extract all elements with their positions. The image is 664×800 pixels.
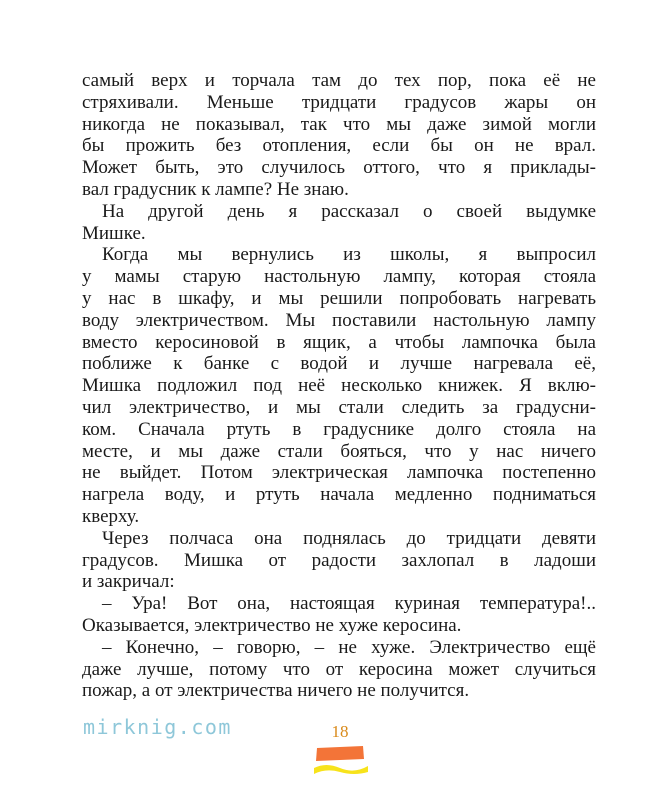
text-line: стряхивали. Меньше тридцати градусов жары он xyxy=(82,91,596,113)
paragraph-2 xyxy=(82,201,596,245)
text-line: – Конечно, – говорю, – не хуже. Электричество ещё xyxy=(102,636,596,658)
text-line: не выйдет. Потом электрическая лампочка постепенно xyxy=(82,462,596,484)
text-line: у мамы старую настольную лампу, которая стояла xyxy=(82,266,596,288)
watermark: mirknig.com xyxy=(83,715,232,739)
text-line: воду электричеством. Мы поставили настольную лампу xyxy=(82,309,596,331)
text-line: даже лучше, потому что от керосина может случиться xyxy=(82,658,596,680)
paragraph-3 xyxy=(82,244,596,527)
text-line: градусов. Мишка от радости захлопал в ладоши xyxy=(82,549,596,571)
body-text xyxy=(82,70,596,702)
text-line: нагрела воду, и ртуть начала медленно подниматься xyxy=(82,484,596,506)
text-line: Мишка подложил под неё несколько книжек. Я вклю- xyxy=(82,375,596,397)
text-line: ком. Сначала ртуть в градуснике долго стояла на xyxy=(82,418,596,440)
text-line: Может быть, это случилось оттого, что я приклады- xyxy=(82,157,596,179)
page-number-decoration-icon xyxy=(310,742,370,776)
text-line: у нас в шкафу, и мы решили попробовать нагревать xyxy=(82,287,596,309)
text-line: Через полчаса она поднялась до тридцати девяти xyxy=(102,527,596,549)
paragraph-4 xyxy=(82,528,596,593)
text-line: вместо керосиновой в ящик, а чтобы лампочка была xyxy=(82,331,596,353)
paragraph-5 xyxy=(82,593,596,637)
orange-brush-stroke xyxy=(316,746,364,761)
text-line: вал градусник к лампе? Не знаю. xyxy=(82,178,349,200)
text-line: пожар, а от электричества ничего не получится. xyxy=(82,680,470,702)
text-line: никогда не показывал, так что мы даже зимой могли xyxy=(82,113,596,135)
text-line: – Ура! Вот она, настоящая куриная температура!.. xyxy=(102,593,596,615)
text-line: На другой день я рассказал о своей выдумке xyxy=(102,200,596,222)
text-line: Когда мы вернулись из школы, я выпросил xyxy=(102,244,596,266)
text-line: и закричал: xyxy=(82,571,175,593)
yellow-wave-stroke xyxy=(314,765,368,774)
text-line: Мишке. xyxy=(82,222,146,244)
paragraph-1 xyxy=(82,70,596,201)
text-line: Оказывается, электричество не хуже керосина. xyxy=(82,614,462,636)
page-number: 18 xyxy=(331,722,349,741)
text-line: чил электричество, и мы стали следить за градусни- xyxy=(82,396,596,418)
text-line: поближе к банке с водой и лучше нагревала её, xyxy=(82,353,596,375)
text-line: месте, и мы даже стали бояться, что у нас ничего xyxy=(82,440,596,462)
text-line: самый верх и торчала там до тех пор, пока её не xyxy=(82,70,596,91)
text-line: бы прожить без отопления, если бы он не врал. xyxy=(82,135,596,157)
paragraph-6 xyxy=(82,637,596,702)
text-line: кверху. xyxy=(82,505,140,527)
